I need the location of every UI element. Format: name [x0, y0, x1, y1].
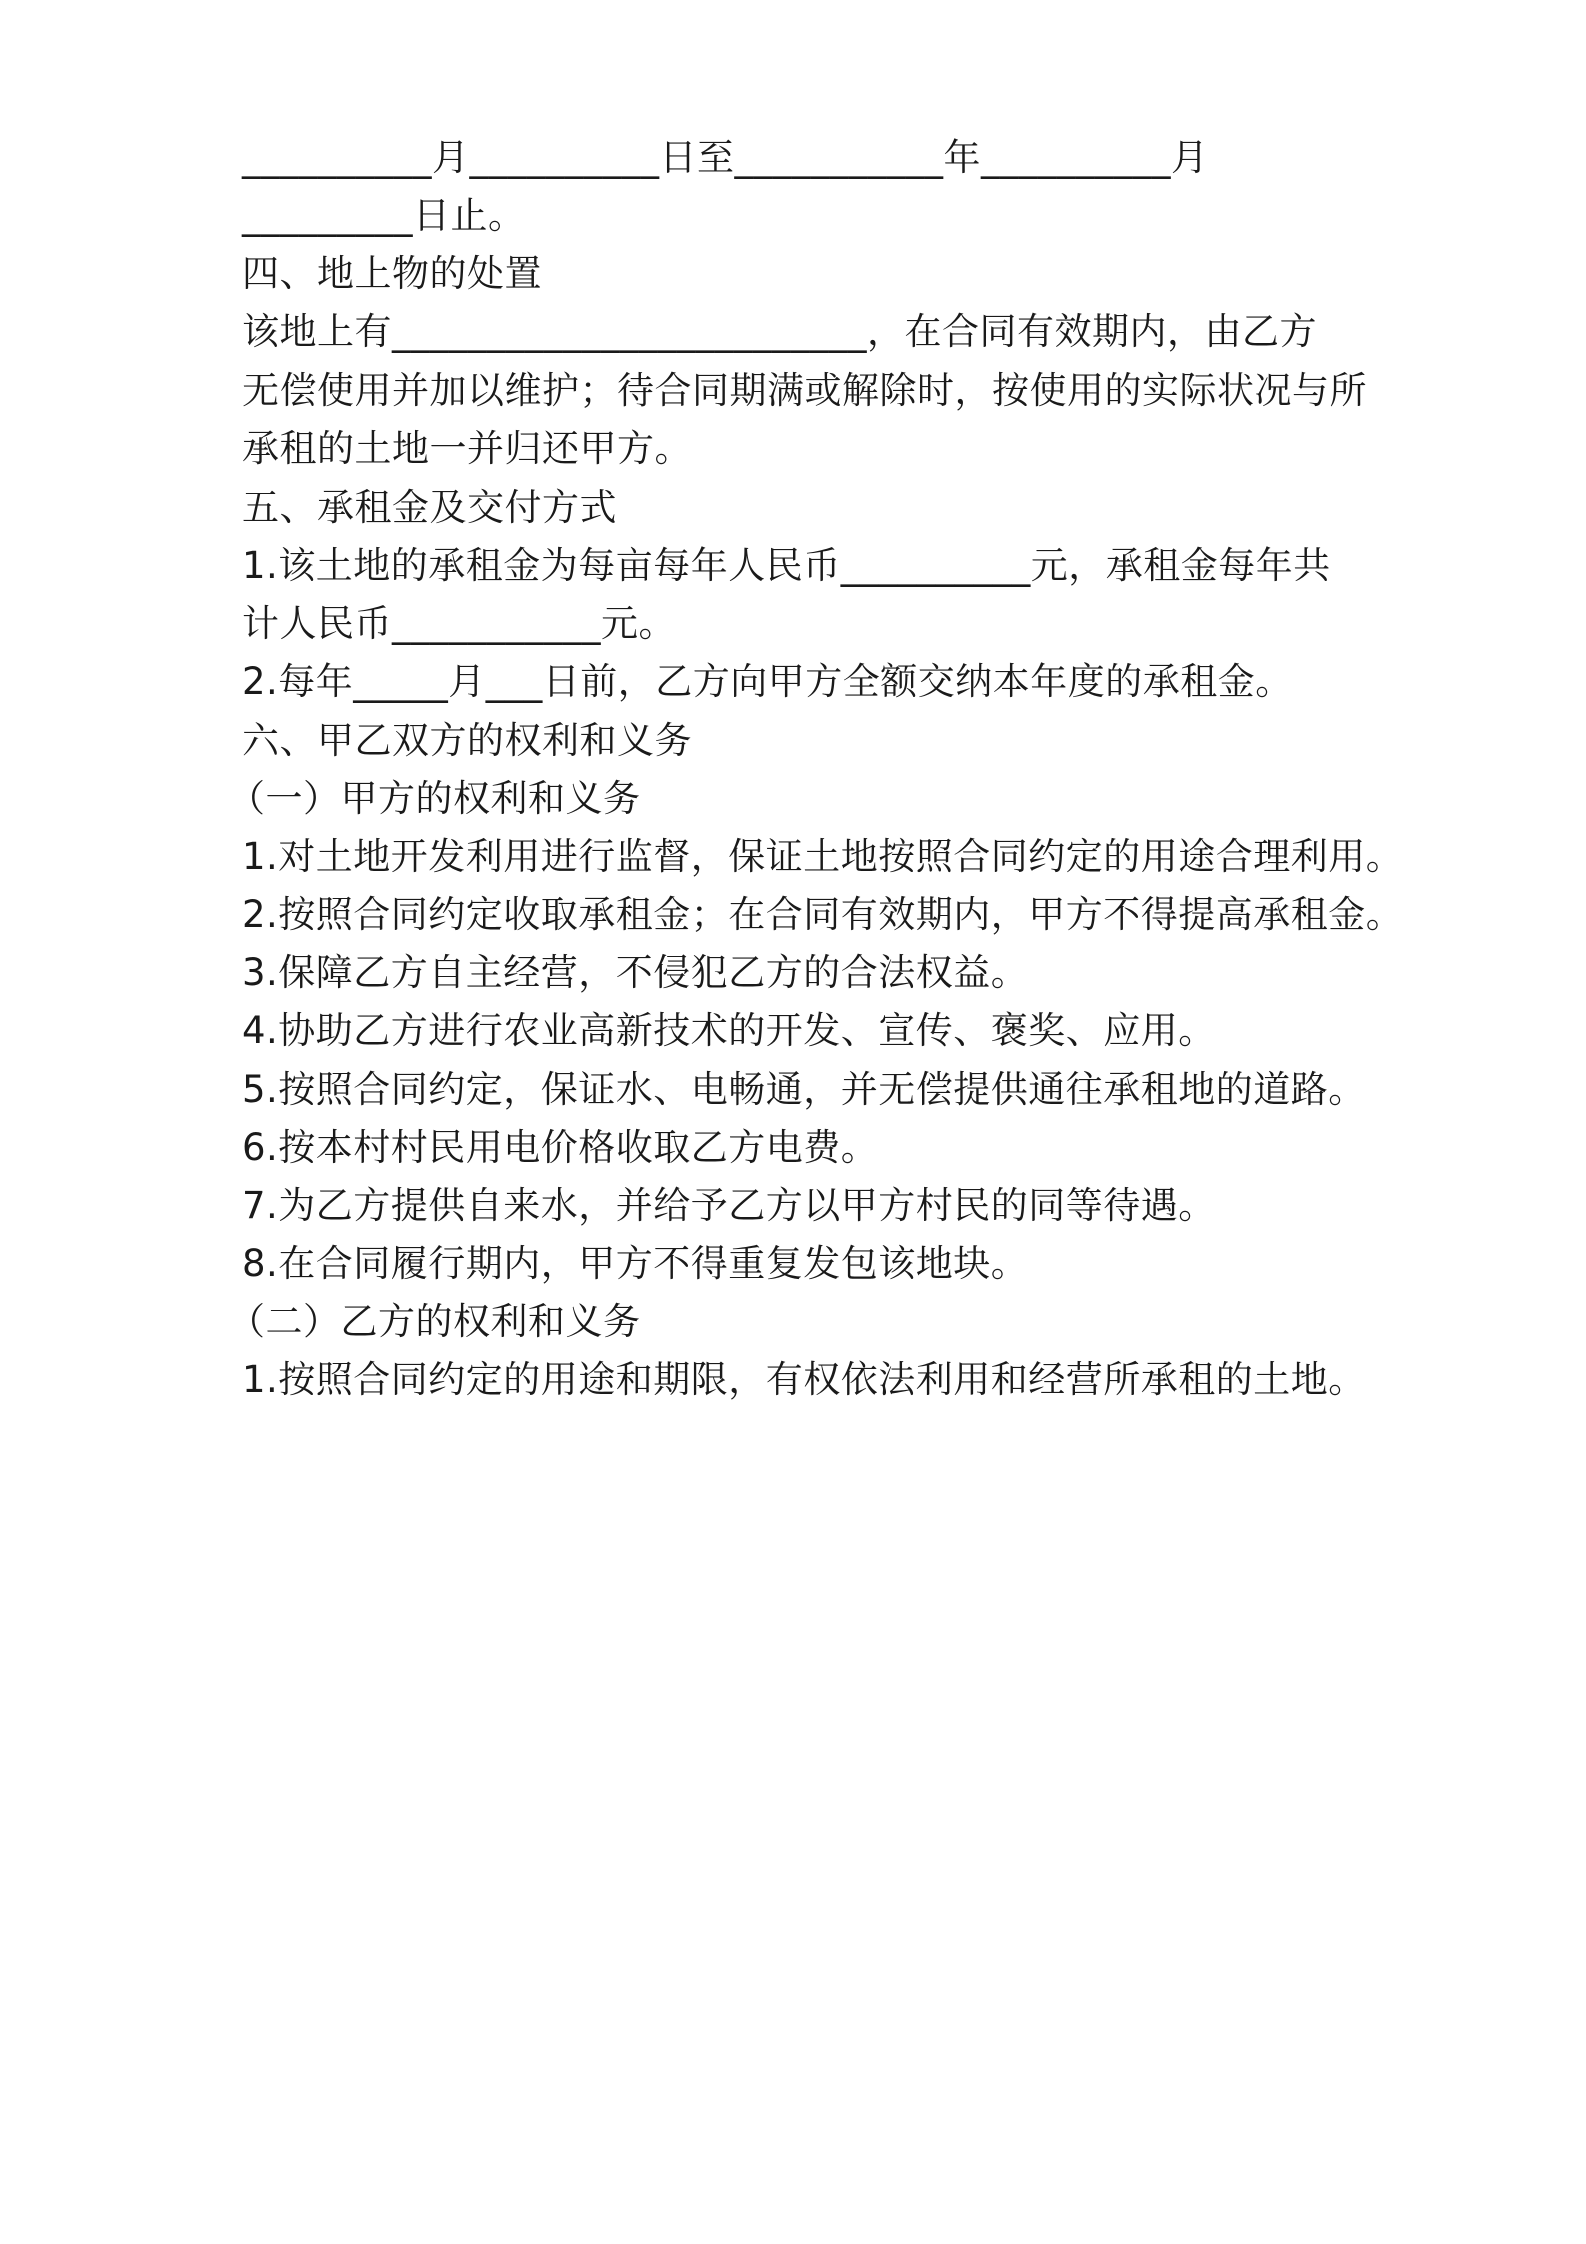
clause-line: 5.按照合同约定，保证水、电畅通，并无偿提供通往承租地的道路。: [242, 1068, 1366, 1111]
date-end-line: _________日止。: [242, 194, 526, 237]
paragraph-line: 无偿使用并加以维护；待合同期满或解除时，按使用的实际状况与所: [242, 369, 1367, 412]
section-heading-4: 四、地上物的处置: [242, 252, 542, 295]
section-heading-6: 六、甲乙双方的权利和义务: [242, 719, 692, 762]
section-heading-5: 五、承租金及交付方式: [242, 486, 617, 529]
paragraph-line: 该地上有_________________________，在合同有效期内，由乙方: [242, 310, 1317, 353]
clause-line: 6.按本村村民用电价格收取乙方电费。: [242, 1126, 879, 1169]
clause-line: 1.该土地的承租金为每亩每年人民币__________元，承租金每年共: [242, 544, 1331, 587]
paragraph-line: 承租的土地一并归还甲方。: [242, 427, 692, 470]
clause-line: 8.在合同履行期内，甲方不得重复发包该地块。: [242, 1242, 1029, 1285]
clause-line: 计人民币___________元。: [242, 602, 676, 645]
clause-line: 2.每年_____月___日前，乙方向甲方全额交纳本年度的承租金。: [242, 660, 1293, 703]
clause-line: 1.对土地开发利用进行监督，保证土地按照合同约定的用途合理利用。: [242, 835, 1404, 878]
clause-line: 1.按照合同约定的用途和期限，有权依法利用和经营所承租的土地。: [242, 1358, 1366, 1401]
subsection-heading-party-b: （二）乙方的权利和义务: [228, 1300, 641, 1343]
clause-line: 3.保障乙方自主经营，不侵犯乙方的合法权益。: [242, 951, 1029, 994]
clause-line: 2.按照合同约定收取承租金；在合同有效期内，甲方不得提高承租金。: [242, 893, 1404, 936]
clause-line: 7.为乙方提供自来水，并给予乙方以甲方村民的同等待遇。: [242, 1184, 1216, 1227]
clause-line: 4.协助乙方进行农业高新技术的开发、宣传、褒奖、应用。: [242, 1009, 1216, 1052]
date-range-line: __________月__________日至___________年__________月: [242, 136, 1209, 179]
subsection-heading-party-a: （一）甲方的权利和义务: [228, 777, 641, 820]
